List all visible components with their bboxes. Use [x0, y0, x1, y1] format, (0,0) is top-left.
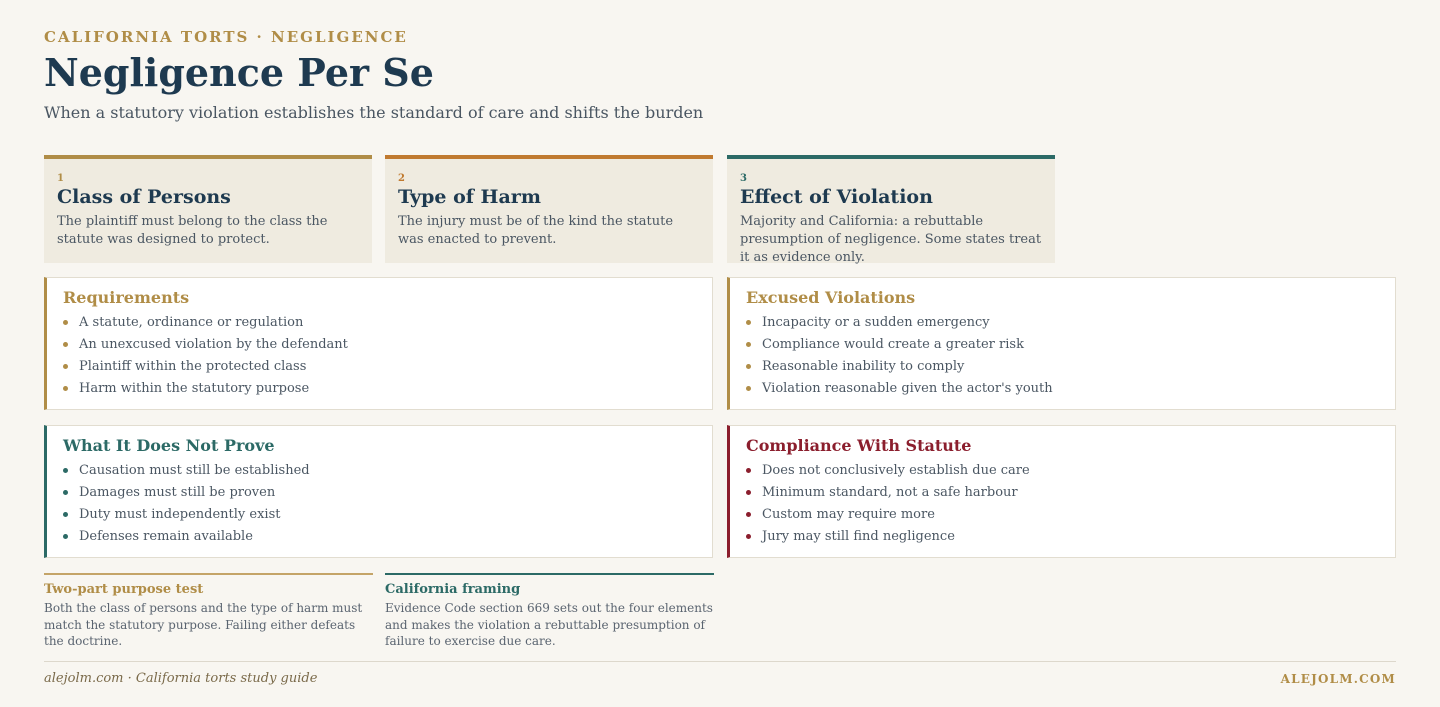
list-item: A statute, ordinance or regulation [63, 313, 696, 335]
page-subtitle: When a statutory violation establishes the standard of care and shifts the burden [44, 103, 704, 122]
list-item: Does not conclusively establish due care [746, 461, 1379, 483]
card-number: 2 [398, 173, 405, 184]
note-title: Two-part purpose test [44, 582, 204, 597]
panel-title: Excused Violations [746, 288, 916, 307]
list-item: Reasonable inability to comply [746, 357, 1379, 379]
list-item: Compliance would create a greater risk [746, 335, 1379, 357]
note-title: California framing [385, 582, 521, 597]
footer-site-link[interactable]: ALEJOLM.COM [1280, 672, 1396, 686]
bullet-list [63, 461, 696, 549]
card-title: Effect of Violation [740, 186, 933, 208]
page-title: Negligence Per Se [44, 50, 434, 95]
element-card-type-of-harm [385, 155, 713, 263]
list-item: Minimum standard, not a safe harbour [746, 483, 1379, 505]
note-california-framing [385, 573, 714, 650]
card-number: 1 [57, 173, 64, 184]
card-number: 3 [740, 173, 747, 184]
eyebrow-label: CALIFORNIA TORTS · NEGLIGENCE [44, 28, 408, 46]
list-item: Causation must still be established [63, 461, 696, 483]
panel-title: Requirements [63, 288, 190, 307]
note-purpose-test [44, 573, 373, 650]
excused-violations-panel [727, 277, 1396, 410]
requirements-panel [44, 277, 713, 410]
list-item: Duty must independently exist [63, 505, 696, 527]
list-item: Harm within the statutory purpose [63, 379, 696, 401]
element-card-effect-of-violation [727, 155, 1055, 263]
card-title: Type of Harm [398, 186, 541, 208]
list-item: Jury may still find negligence [746, 527, 1379, 549]
note-body: Both the class of persons and the type of harm must match the statutory purpose. Failing either defeats the doctrine. [44, 601, 363, 648]
list-item: Damages must still be proven [63, 483, 696, 505]
does-not-prove-panel [44, 425, 713, 558]
list-item: Violation reasonable given the actor's youth [746, 379, 1379, 401]
footer-divider [44, 661, 1396, 662]
card-title: Class of Persons [57, 186, 231, 208]
list-item: An unexcused violation by the defendant [63, 335, 696, 357]
list-item: Custom may require more [746, 505, 1379, 527]
note-body: Evidence Code section 669 sets out the four elements and makes the violation a rebuttable presumption of failure to exercise due care. [385, 601, 713, 648]
panel-title: What It Does Not Prove [63, 436, 275, 455]
compliance-panel [727, 425, 1396, 558]
list-item: Defenses remain available [63, 527, 696, 549]
list-item: Plaintiff within the protected class [63, 357, 696, 379]
panel-title: Compliance With Statute [746, 436, 972, 455]
card-body: Majority and California: a rebuttable presumption of negligence. Some states treat it as evidence only. [740, 214, 1042, 265]
footer-credit: alejolm.com · California torts study guide [44, 671, 318, 686]
list-item: Incapacity or a sudden emergency [746, 313, 1379, 335]
bullet-list [63, 313, 696, 401]
element-card-class-of-persons [44, 155, 372, 263]
card-body: The injury must be of the kind the statute was enacted to prevent. [398, 214, 674, 247]
card-body: The plaintiff must belong to the class the statute was designed to protect. [57, 214, 328, 247]
bullet-list [746, 313, 1379, 401]
bullet-list [746, 461, 1379, 549]
